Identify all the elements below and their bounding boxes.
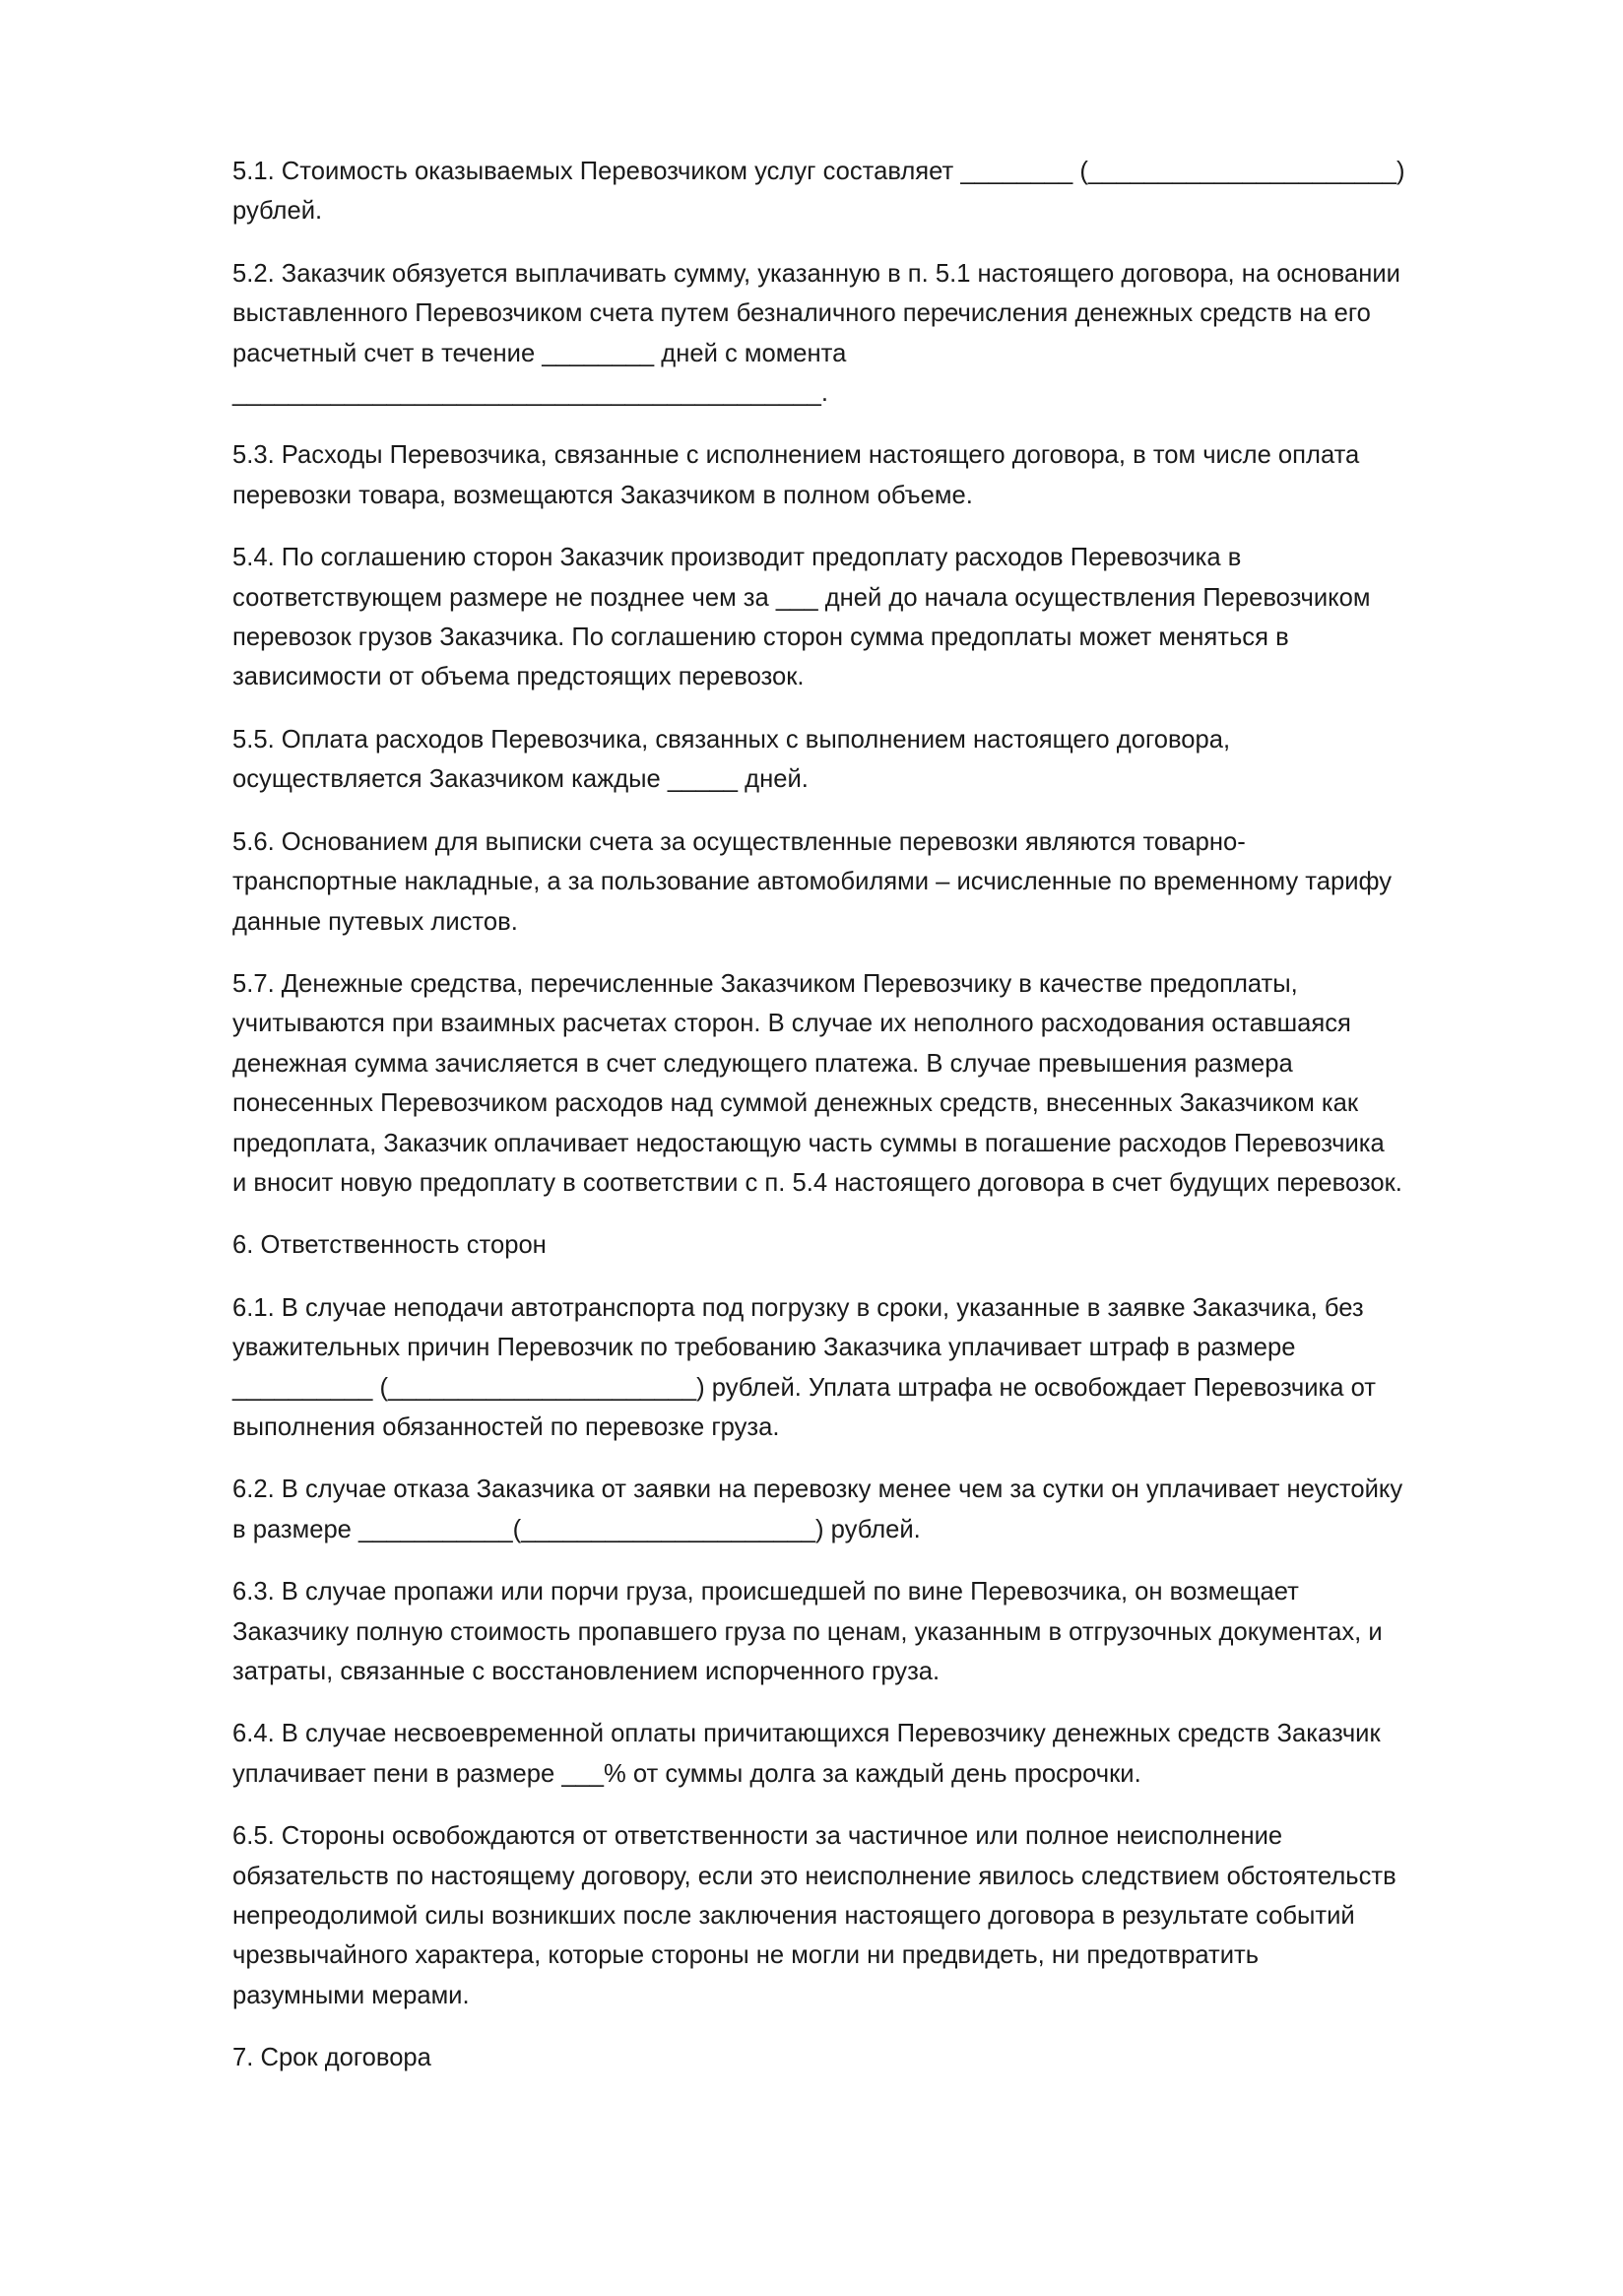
clause-6-1: 6.1. В случае неподачи автотранспорта под погрузку в сроки, указанные в заявке Заказчика, без уважительных причин Перевозчик по требованию Заказчика уплачивает штраф в размере __________ (______________________) рублей. Уплата штрафа не освобождает Перевозчика от выполнения обязанностей по перевозке груза.	[232, 1293, 1376, 1441]
clause-5-4: 5.4. По соглашению сторон Заказчик производит предоплату расходов Перевозчика в соответствующем размере не позднее чем за ___ дней до начала осуществления Перевозчиком перевозок грузов Заказчика. По соглашению сторон сумма предоплаты может меняться в зависимости от объема предстоящих перевозок.	[232, 544, 1371, 691]
section-6-heading: 6. Ответственность сторон	[232, 1231, 547, 1260]
clause-5-2: 5.2. Заказчик обязуется выплачивать сумму, указанную в п. 5.1 настоящего договора, на основании выставленного Перевозчиком счета путем безналичного перечисления денежных средств на его расчетный счет в течение ________ дней с момента __________________________________________.	[232, 259, 1400, 408]
clause-6-3: 6.3. В случае пропажи или порчи груза, происшедшей по вине Перевозчика, он возмещает Заказчику полную стоимость пропавшего груза по ценам, указанным в отгрузочных документах, и затраты, связанные с восстановлением испорченного груза.	[232, 1578, 1383, 1685]
section-7-heading: 7. Срок договора	[232, 2044, 431, 2072]
clause-5-7: 5.7. Денежные средства, перечисленные Заказчиком Перевозчику в качестве предоплаты, учитываются при взаимных расчетах сторон. В случае их неполного расходования оставшаяся денежная сумма зачисляется в счет следующего платежа. В случае превышения размера понесенных Перевозчиком расходов над суммой денежных средств, внесенных Заказчиком как предоплата, Заказчик оплачивает недостающую часть суммы в погашение расходов Перевозчика и вносит новую предоплату в соответствии с п. 5.4 настоящего договора в счет будущих перевозок.	[232, 969, 1402, 1197]
clause-6-5: 6.5. Стороны освобождаются от ответственности за частичное или полное неисполнение обязательств по настоящему договору, если это неисполнение явилось следствием обстоятельств непреодолимой силы возникших после заключения настоящего договора в результате событий чрезвычайного характера, которые стороны не могли ни предвидеть, ни предотвратить разумными мерами.	[232, 1822, 1396, 2009]
clause-5-5: 5.5. Оплата расходов Перевозчика, связанных с выполнением настоящего договора, осуществляется Заказчиком каждые _____ дней.	[232, 725, 1231, 794]
clause-6-2: 6.2. В случае отказа Заказчика от заявки на перевозку менее чем за сутки он уплачивает неустойку в размере ___________(_____________________) рублей.	[232, 1476, 1403, 1543]
clause-5-6: 5.6. Основанием для выписки счета за осуществленные перевозки являются товарно- транспортные накладные, а за пользование автомобилями – исчисленные по временному тарифу данные путевых листов.	[232, 827, 1393, 936]
clause-6-4: 6.4. В случае несвоевременной оплаты причитающихся Перевозчику денежных средств Заказчик уплачивает пени в размере ___% от суммы долга за каждый день просрочки.	[232, 1720, 1381, 1788]
clause-5-1: 5.1. Стоимость оказываемых Перевозчиком услуг составляет ________ (______________________) рублей.	[232, 158, 1405, 226]
clause-5-3: 5.3. Расходы Перевозчика, связанные с исполнением настоящего договора, в том числе оплата перевозки товара, возмещаются Заказчиком в полном объеме.	[232, 441, 1360, 509]
